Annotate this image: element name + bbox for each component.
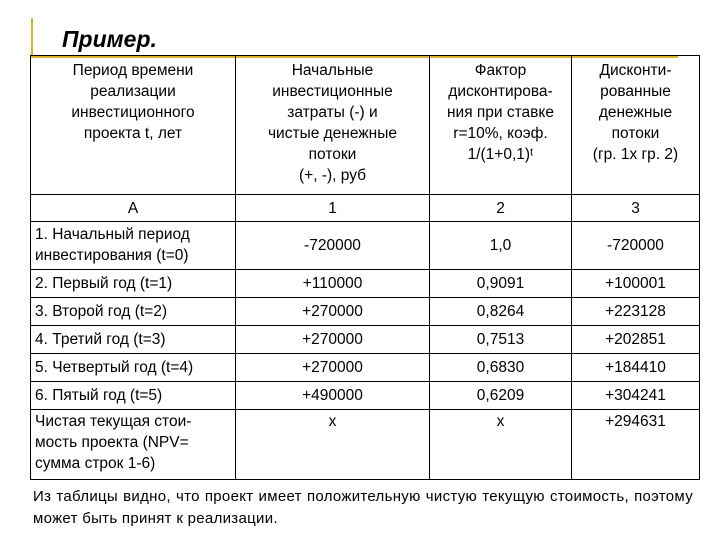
npv-table <box>30 55 700 480</box>
column-index-row <box>31 195 700 222</box>
row-label: Чистая текущая стои- мость проекта (NPV= сумма строк 1-6) <box>31 410 236 480</box>
index-cell: 3 <box>572 195 700 222</box>
index-cell: А <box>31 195 236 222</box>
discounted-cell: +304241 <box>572 382 700 410</box>
npv-total-row <box>31 410 700 480</box>
row-label: 5. Четвертый год (t=4) <box>31 354 236 382</box>
factor-cell: 0,6209 <box>430 382 572 410</box>
cash-flow-cell: +270000 <box>236 298 430 326</box>
factor-cell: 0,6830 <box>430 354 572 382</box>
discounted-cell: +223128 <box>572 298 700 326</box>
factor-cell: 1,0 <box>430 222 572 270</box>
cash-flow-cell: -720000 <box>236 222 430 270</box>
table-row <box>31 270 700 298</box>
factor-cell: 0,7513 <box>430 326 572 354</box>
row-label: 2. Первый год (t=1) <box>31 270 236 298</box>
cash-flow-cell: +110000 <box>236 270 430 298</box>
cash-flow-cell: +490000 <box>236 382 430 410</box>
factor-cell: x <box>430 410 572 480</box>
table-header-row <box>31 56 700 195</box>
discounted-cell: +184410 <box>572 354 700 382</box>
row-label: 6. Пятый год (t=5) <box>31 382 236 410</box>
cash-flow-cell: x <box>236 410 430 480</box>
table-row <box>31 298 700 326</box>
header-discount-factor: Фактор дисконтирова- ния при ставке r=10%, коэф. 1/(1+0,1)ᵗ <box>430 56 572 195</box>
row-label: 1. Начальный период инвестирования (t=0) <box>31 222 236 270</box>
cash-flow-cell: +270000 <box>236 326 430 354</box>
row-label: 4. Третий год (t=3) <box>31 326 236 354</box>
table-row <box>31 326 700 354</box>
factor-cell: 0,9091 <box>430 270 572 298</box>
row-label: 3. Второй год (t=2) <box>31 298 236 326</box>
header-cash-flows: Начальные инвестиционные затраты (-) и чистые денежные потоки (+, -), руб <box>236 56 430 195</box>
discounted-cell: +202851 <box>572 326 700 354</box>
header-discounted-flows: Дисконти- рованные денежные потоки (гр. 1х гр. 2) <box>572 56 700 195</box>
index-cell: 1 <box>236 195 430 222</box>
discounted-cell: -720000 <box>572 222 700 270</box>
header-period: Период времени реализации инвестиционного проекта t, лет <box>31 56 236 195</box>
cash-flow-cell: +270000 <box>236 354 430 382</box>
slide-title: Пример. <box>62 26 157 52</box>
discounted-cell: +100001 <box>572 270 700 298</box>
conclusion-text: Из таблицы видно, что проект имеет положительную чистую текущую стоимость, поэтому может быть принят к реализации. <box>33 488 693 527</box>
index-cell: 2 <box>430 195 572 222</box>
table-row <box>31 222 700 270</box>
factor-cell: 0,8264 <box>430 298 572 326</box>
table-row <box>31 354 700 382</box>
table-row <box>31 382 700 410</box>
npv-value-cell: +294631 <box>572 410 700 480</box>
